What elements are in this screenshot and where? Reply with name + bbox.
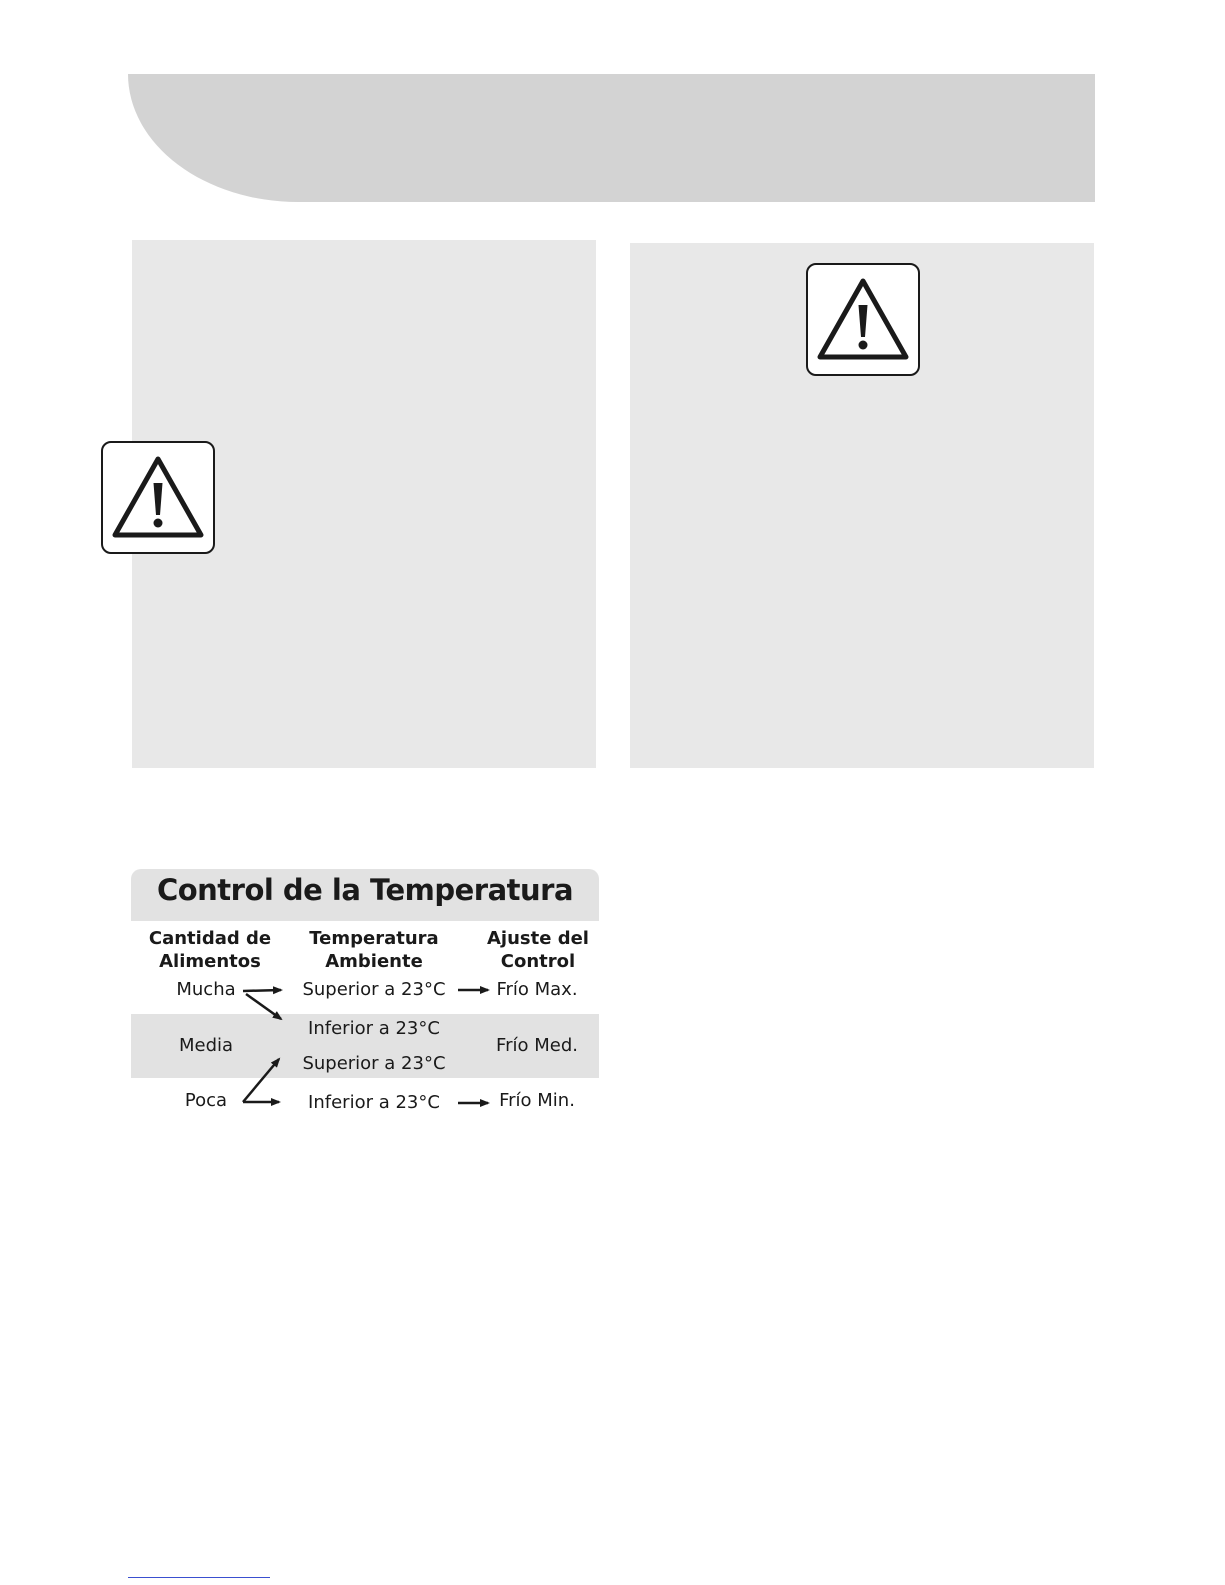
table-title: Control de la Temperatura bbox=[156, 873, 574, 907]
ambient-above-2: Superior a 23°C bbox=[302, 1053, 446, 1074]
temperature-control-table bbox=[131, 869, 599, 1122]
warning-triangle-icon bbox=[806, 263, 920, 376]
setting-frio-med: Frío Med. bbox=[496, 1035, 578, 1056]
quantity-media: Media bbox=[178, 1035, 234, 1056]
setting-frio-max: Frío Max. bbox=[496, 979, 578, 1000]
warning-triangle-icon bbox=[101, 441, 215, 554]
ambient-above-1: Superior a 23°C bbox=[302, 979, 446, 1000]
arrow-right-icon bbox=[131, 869, 599, 1122]
header-band bbox=[128, 74, 1095, 202]
setting-frio-min: Frío Min. bbox=[499, 1090, 575, 1111]
quantity-poca: Poca bbox=[184, 1090, 228, 1111]
quantity-mucha: Mucha bbox=[176, 979, 236, 1000]
ambient-below-1: Inferior a 23°C bbox=[308, 1018, 440, 1039]
header-ambient-temperature: Temperatura Ambiente bbox=[309, 928, 439, 972]
footer-link-underline[interactable] bbox=[128, 1577, 270, 1578]
header-control-setting: Ajuste del Control bbox=[487, 928, 589, 972]
header-food-quantity: Cantidad de Alimentos bbox=[148, 928, 272, 972]
ambient-below-2: Inferior a 23°C bbox=[308, 1092, 440, 1113]
